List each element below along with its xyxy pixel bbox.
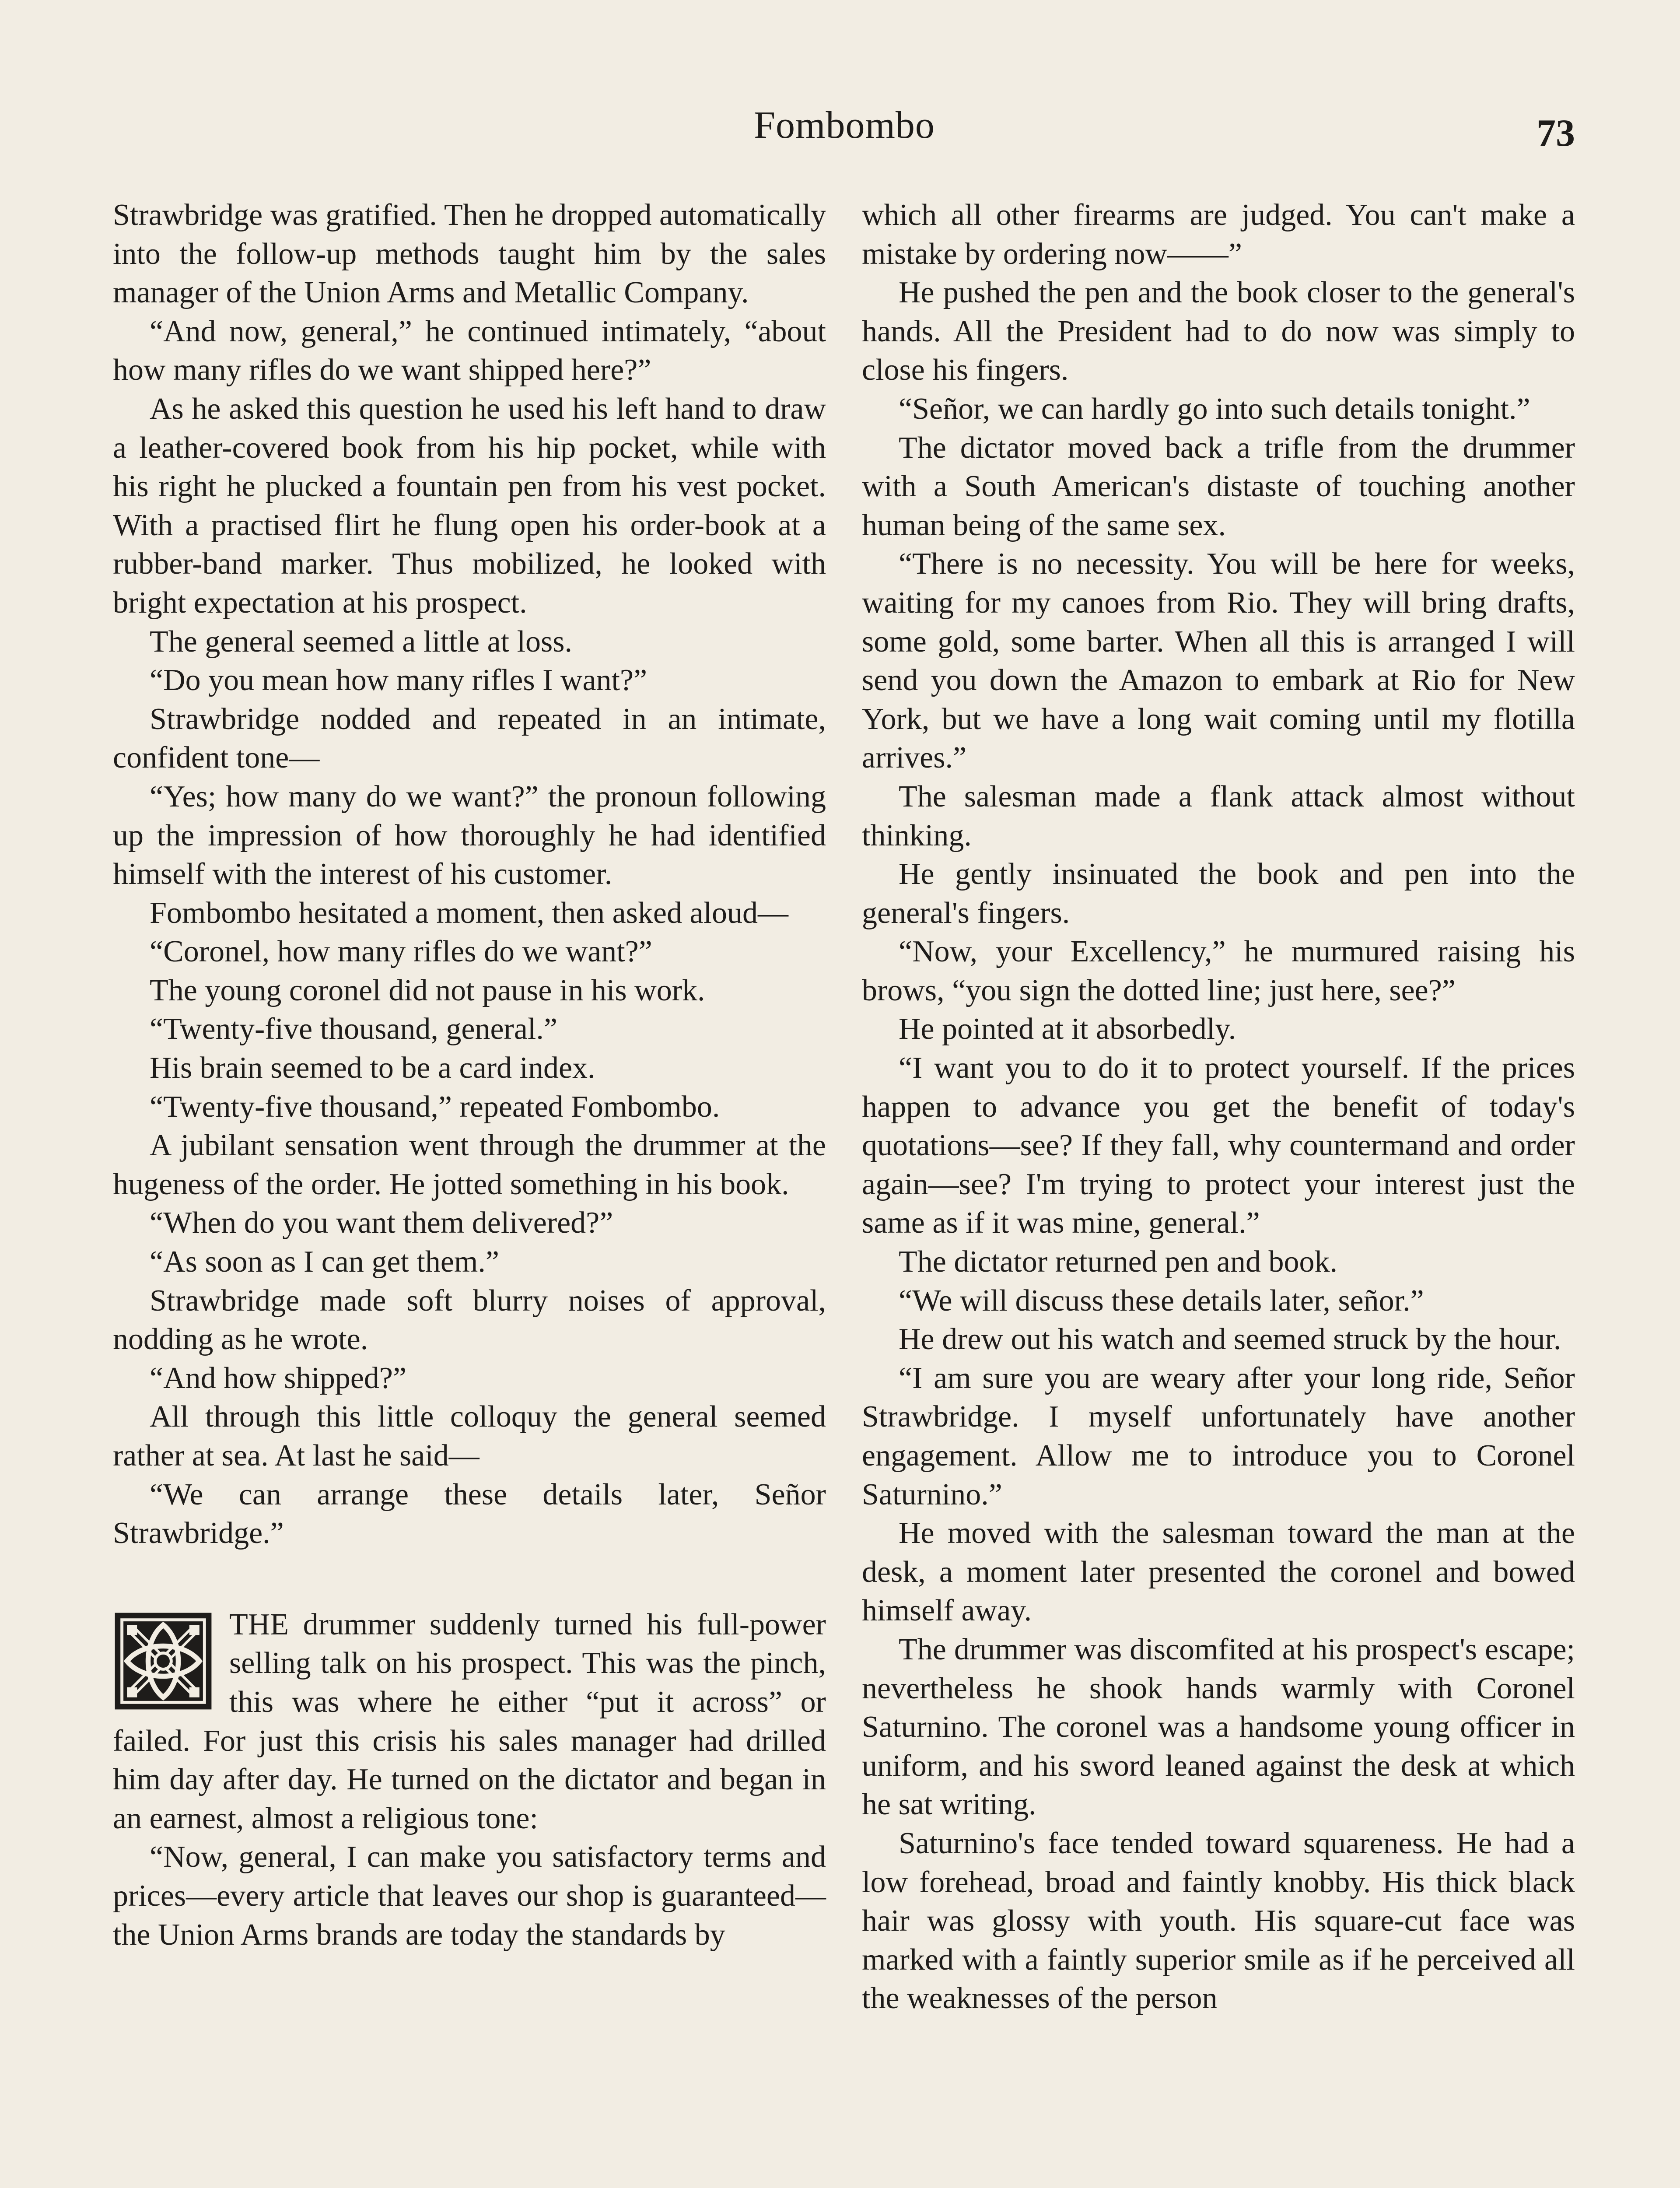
- paragraph: “We will discuss these details later, señor.”: [899, 1283, 1424, 1318]
- paragraph: “Now, your Excellency,” he murmured raising his brows, “you sign the dotted line; just here, see?”: [862, 935, 1575, 1007]
- paragraph: Fombombo hesitated a moment, then asked aloud—: [150, 896, 789, 930]
- paragraph: “As soon as I can get them.”: [150, 1245, 499, 1279]
- paragraph: “Twenty-five thousand, general.”: [150, 1012, 557, 1046]
- celtic-knot-ornament-icon: [113, 1611, 214, 1711]
- paragraph: “And now, general,” he continued intimately, “about how many rifles do we want shipped here?”: [113, 314, 826, 387]
- paragraph: The dictator moved back a trifle from the drummer with a South American's distaste of touching another human being of the same sex.: [862, 431, 1575, 542]
- paragraph: Strawbridge nodded and repeated in an intimate, confident tone—: [113, 702, 826, 775]
- paragraph: Strawbridge made soft blurry noises of approval, nodding as he wrote.: [113, 1283, 826, 1357]
- paragraph: The salesman made a flank attack almost without thinking.: [862, 779, 1575, 852]
- paragraph: Saturnino's face tended toward squareness. He had a low forehead, broad and faintly knobby. His thick black hair was glossy with youth. His square-cut face was marked with a faintly superior smile as if he perceived all the weaknesses of the person: [862, 1826, 1575, 2016]
- running-title: Fombombo: [754, 104, 935, 147]
- paragraph: “I am sure you are weary after your long ride, Señor Strawbridge. I myself unfortunately have another engagement. Allow me to introduce you to Coronel Saturnino.”: [862, 1361, 1575, 1511]
- dropcap-paragraph: THE drummer suddenly turned his full-power selling talk on his prospect. This was the pinch, this was where he either “put it across” or failed. For just this crisis his sales manager had drilled him day after day. He turned on the dictator and began in an earnest, almost a religious tone:: [113, 1607, 826, 1835]
- right-column: [862, 196, 1575, 2018]
- paragraph: “There is no necessity. You will be here for weeks, waiting for my canoes from Rio. They will bring drafts, some gold, some barter. When all this is arranged I will send you down the Amazon to embark at Rio for New York, but we have a long wait coming until my flotilla arrives.”: [862, 547, 1575, 775]
- paragraph: “Yes; how many do we want?” the pronoun following up the impression of how thoroughly he had identified himself with the interest of his customer.: [113, 779, 826, 891]
- paragraph: He gently insinuated the book and pen into the general's fingers.: [862, 857, 1575, 930]
- paragraph: The general seemed a little at loss.: [150, 624, 573, 659]
- paragraph: “Coronel, how many rifles do we want?”: [150, 935, 652, 969]
- paragraph: Strawbridge was gratified. Then he dropped automatically into the follow-up methods taught him by the sales manager of the Union Arms and Metallic Company.: [113, 198, 826, 310]
- paragraph: The dictator returned pen and book.: [899, 1245, 1337, 1279]
- paragraph: A jubilant sensation went through the drummer at the hugeness of the order. He jotted something in his book.: [113, 1129, 826, 1201]
- page-number: 73: [1536, 112, 1575, 154]
- paragraph: All through this little colloquy the general seemed rather at sea. At last he said—: [113, 1400, 826, 1473]
- paragraph: “And how shipped?”: [150, 1361, 407, 1395]
- paragraph: which all other firearms are judged. You can't make a mistake by ordering now——”: [862, 198, 1575, 271]
- paragraph: He pointed at it absorbedly.: [899, 1012, 1236, 1046]
- paragraph: “We can arrange these details later, Señor Strawbridge.”: [113, 1477, 826, 1550]
- paragraph: The drummer was discomfited at his prospect's escape; nevertheless he shook hands warmly with Coronel Saturnino. The coronel was a handsome young officer in uniform, and his sword leaned against the desk at which he sat writing.: [862, 1632, 1575, 1822]
- paragraph: He drew out his watch and seemed struck by the hour.: [899, 1322, 1561, 1357]
- paragraph: “Twenty-five thousand,” repeated Fombombo.: [150, 1090, 720, 1124]
- paragraph: His brain seemed to be a card index.: [150, 1051, 595, 1085]
- left-column: [113, 196, 826, 1954]
- paragraph: He pushed the pen and the book closer to the general's hands. All the President had to do now was simply to close his fingers.: [862, 276, 1575, 387]
- paragraph: As he asked this question he used his left hand to draw a leather-covered book from his hip pocket, while with his right he plucked a fountain pen from his vest pocket. With a practised flirt he flung open his order-book at a rubber-band marker. Thus mobilized, he looked with bright expectation at his prospect.: [113, 392, 826, 620]
- paragraph: He moved with the salesman toward the man at the desk, a moment later presented the coronel and bowed himself away.: [862, 1516, 1575, 1628]
- paragraph: “When do you want them delivered?”: [150, 1206, 613, 1240]
- paragraph: “Señor, we can hardly go into such details tonight.”: [899, 392, 1530, 426]
- paragraph: The young coronel did not pause in his work.: [150, 973, 705, 1007]
- paragraph: “I want you to do it to protect yourself. If the prices happen to advance you get the benefit of today's quotations—see? If they fall, why countermand and order again—see? I'm trying to protect your interest just the same as if it was mine, general.”: [862, 1051, 1575, 1240]
- paragraph: “Do you mean how many rifles I want?”: [150, 663, 648, 698]
- paragraph: “Now, general, I can make you satisfactory terms and prices—every article that leaves our shop is guaranteed—the Union Arms brands are today the standards by: [113, 1840, 826, 1952]
- dropcap-section: [113, 1606, 826, 1838]
